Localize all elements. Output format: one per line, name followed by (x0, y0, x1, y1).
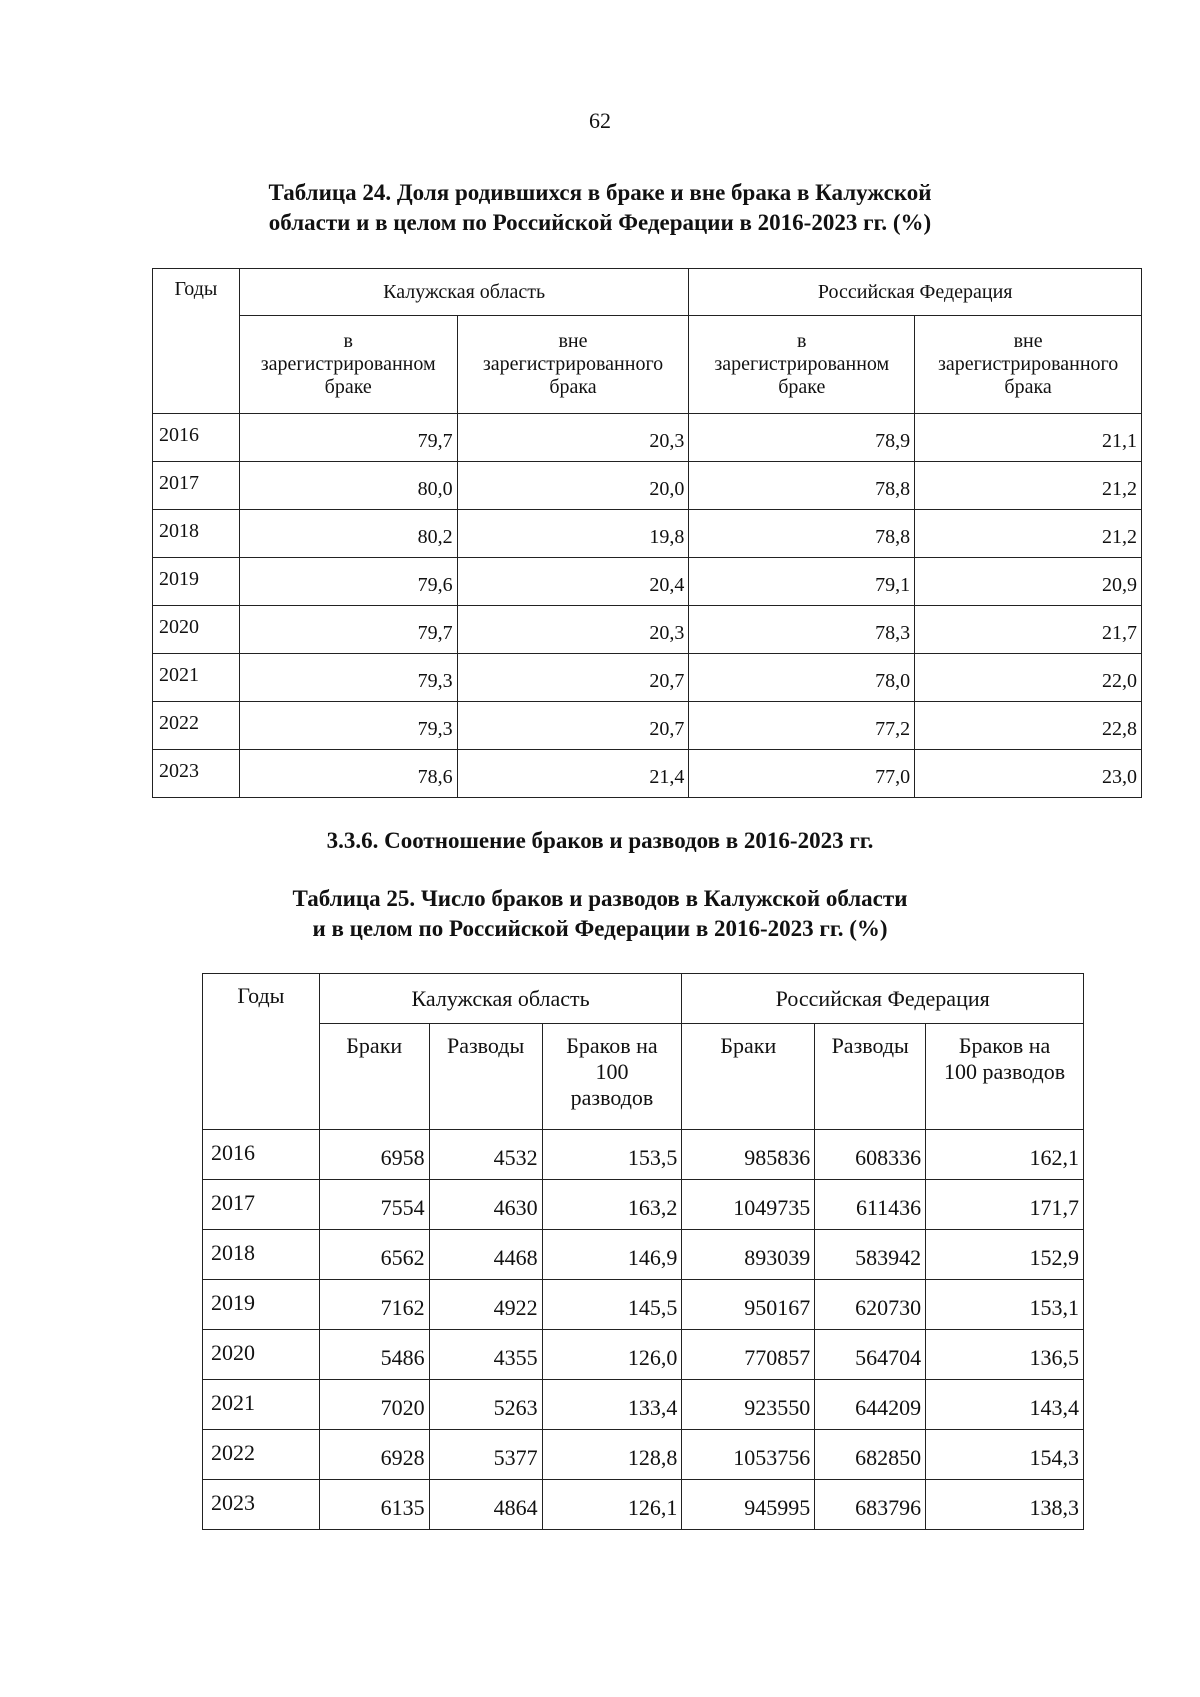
value-cell-k_r: 128,8 (542, 1430, 682, 1480)
value-cell-rf_out: 23,0 (915, 750, 1142, 798)
header-rf-ratio: Браков на 100 разводов (926, 1024, 1084, 1130)
value-cell-rf_r: 171,7 (926, 1180, 1084, 1230)
value-cell-rf_out: 21,7 (915, 606, 1142, 654)
table24-title (0, 178, 1200, 238)
table25-title-line2: и в целом по Российской Федерации в 2016-2023 гг. (%) (312, 916, 888, 941)
value-cell-k_d: 4355 (429, 1330, 542, 1380)
header-rf-in-marriage: в зарегистрированном браке (689, 316, 915, 414)
value-cell-k_out: 20,0 (457, 462, 689, 510)
value-cell-k_d: 5263 (429, 1380, 542, 1430)
header-rf-marriages: Браки (682, 1024, 815, 1130)
value-cell-rf_m: 1049735 (682, 1180, 815, 1230)
value-cell-rf_in: 78,8 (689, 510, 915, 558)
page-number: 62 (589, 108, 611, 133)
value-cell-rf_out: 21,2 (915, 510, 1142, 558)
table-row (203, 1180, 1084, 1230)
value-cell-rf_r: 153,1 (926, 1280, 1084, 1330)
table-row (203, 1480, 1084, 1530)
value-cell-rf_out: 22,8 (915, 702, 1142, 750)
value-cell-k_m: 7020 (319, 1380, 429, 1430)
value-cell-k_in: 79,7 (239, 606, 457, 654)
row-year-cell: 2019 (203, 1280, 320, 1330)
header-kaluga-divorces: Разводы (429, 1024, 542, 1130)
row-year-cell: 2016 (153, 414, 240, 462)
table25-title (0, 884, 1200, 944)
value-cell-rf_in: 77,0 (689, 750, 915, 798)
value-cell-k_r: 133,4 (542, 1380, 682, 1430)
row-year-cell: 2020 (153, 606, 240, 654)
value-cell-rf_in: 78,0 (689, 654, 915, 702)
row-year-cell: 2021 (203, 1380, 320, 1430)
value-cell-k_r: 145,5 (542, 1280, 682, 1330)
table-row (153, 510, 1142, 558)
value-cell-k_out: 20,7 (457, 654, 689, 702)
table-row (153, 750, 1142, 798)
value-cell-k_r: 163,2 (542, 1180, 682, 1230)
value-cell-k_m: 6135 (319, 1480, 429, 1530)
value-cell-k_d: 4922 (429, 1280, 542, 1330)
table-row (153, 606, 1142, 654)
value-cell-k_out: 20,7 (457, 702, 689, 750)
header-kaluga-marriages: Браки (319, 1024, 429, 1130)
header-kaluga-out-marriage: вне зарегистрированного брака (457, 316, 689, 414)
value-cell-rf_d: 644209 (815, 1380, 926, 1430)
value-cell-k_out: 19,8 (457, 510, 689, 558)
value-cell-rf_d: 611436 (815, 1180, 926, 1230)
value-cell-k_out: 21,4 (457, 750, 689, 798)
row-year-cell: 2017 (203, 1180, 320, 1230)
table-row (203, 1230, 1084, 1280)
value-cell-rf_r: 136,5 (926, 1330, 1084, 1380)
table-row (203, 1280, 1084, 1330)
value-cell-rf_out: 21,2 (915, 462, 1142, 510)
value-cell-rf_r: 138,3 (926, 1480, 1084, 1530)
header-kaluga-ratio: Браков на 100 разводов (542, 1024, 682, 1130)
row-year-cell: 2016 (203, 1130, 320, 1180)
row-year-cell: 2022 (153, 702, 240, 750)
value-cell-k_r: 153,5 (542, 1130, 682, 1180)
table-row (203, 1380, 1084, 1430)
value-cell-k_out: 20,4 (457, 558, 689, 606)
value-cell-k_r: 126,1 (542, 1480, 682, 1530)
row-year-cell: 2023 (153, 750, 240, 798)
value-cell-k_d: 4532 (429, 1130, 542, 1180)
header-group-rf: Российская Федерация (682, 974, 1084, 1024)
value-cell-k_in: 79,7 (239, 414, 457, 462)
header-years: Годы (203, 974, 320, 1130)
header-kaluga-in-marriage: в зарегистрированном браке (239, 316, 457, 414)
value-cell-k_in: 80,2 (239, 510, 457, 558)
header-rf-out-marriage: вне зарегистрированного брака (915, 316, 1142, 414)
value-cell-rf_in: 78,8 (689, 462, 915, 510)
table25 (202, 973, 1084, 1530)
value-cell-k_d: 4864 (429, 1480, 542, 1530)
table24-title-line2: области и в целом по Российской Федерации в 2016-2023 гг. (%) (268, 210, 932, 235)
value-cell-k_r: 126,0 (542, 1330, 682, 1380)
value-cell-k_m: 6562 (319, 1230, 429, 1280)
table24-title-line1: Таблица 24. Доля родившихся в браке и вне брака в Калужской (268, 180, 932, 205)
value-cell-rf_r: 162,1 (926, 1130, 1084, 1180)
value-cell-k_out: 20,3 (457, 606, 689, 654)
row-year-cell: 2017 (153, 462, 240, 510)
table-row (203, 1430, 1084, 1480)
value-cell-rf_d: 620730 (815, 1280, 926, 1330)
value-cell-rf_m: 770857 (682, 1330, 815, 1380)
value-cell-k_in: 79,3 (239, 654, 457, 702)
header-group-rf: Российская Федерация (689, 269, 1142, 316)
value-cell-rf_r: 152,9 (926, 1230, 1084, 1280)
value-cell-rf_out: 21,1 (915, 414, 1142, 462)
table-row (153, 702, 1142, 750)
row-year-cell: 2020 (203, 1330, 320, 1380)
value-cell-k_m: 5486 (319, 1330, 429, 1380)
value-cell-rf_m: 985836 (682, 1130, 815, 1180)
table-row (153, 558, 1142, 606)
value-cell-rf_in: 78,3 (689, 606, 915, 654)
value-cell-rf_in: 78,9 (689, 414, 915, 462)
row-year-cell: 2019 (153, 558, 240, 606)
value-cell-rf_in: 77,2 (689, 702, 915, 750)
value-cell-k_r: 146,9 (542, 1230, 682, 1280)
header-group-kaluga: Калужская область (319, 974, 682, 1024)
value-cell-rf_m: 923550 (682, 1380, 815, 1430)
value-cell-k_d: 4630 (429, 1180, 542, 1230)
table25-title-line1: Таблица 25. Число браков и разводов в Калужской области (292, 886, 908, 911)
row-year-cell: 2023 (203, 1480, 320, 1530)
value-cell-rf_out: 20,9 (915, 558, 1142, 606)
value-cell-rf_d: 682850 (815, 1430, 926, 1480)
row-year-cell: 2021 (153, 654, 240, 702)
value-cell-rf_d: 683796 (815, 1480, 926, 1530)
value-cell-rf_in: 79,1 (689, 558, 915, 606)
value-cell-k_in: 78,6 (239, 750, 457, 798)
value-cell-rf_d: 583942 (815, 1230, 926, 1280)
value-cell-k_in: 79,6 (239, 558, 457, 606)
header-group-kaluga: Калужская область (239, 269, 689, 316)
value-cell-rf_d: 564704 (815, 1330, 926, 1380)
value-cell-k_in: 79,3 (239, 702, 457, 750)
row-year-cell: 2018 (203, 1230, 320, 1280)
value-cell-rf_m: 1053756 (682, 1430, 815, 1480)
value-cell-k_m: 7162 (319, 1280, 429, 1330)
table24 (152, 268, 1142, 798)
table-row (153, 654, 1142, 702)
value-cell-k_m: 7554 (319, 1180, 429, 1230)
value-cell-rf_r: 143,4 (926, 1380, 1084, 1430)
section-title: 3.3.6. Соотношение браков и разводов в 2016-2023 гг. (326, 828, 874, 853)
row-year-cell: 2022 (203, 1430, 320, 1480)
row-year-cell: 2018 (153, 510, 240, 558)
value-cell-rf_m: 945995 (682, 1480, 815, 1530)
value-cell-k_d: 5377 (429, 1430, 542, 1480)
value-cell-rf_m: 950167 (682, 1280, 815, 1330)
value-cell-rf_r: 154,3 (926, 1430, 1084, 1480)
table-row (203, 1330, 1084, 1380)
value-cell-k_out: 20,3 (457, 414, 689, 462)
value-cell-rf_m: 893039 (682, 1230, 815, 1280)
value-cell-k_m: 6928 (319, 1430, 429, 1480)
table-row (153, 414, 1142, 462)
header-years: Годы (153, 269, 240, 414)
value-cell-k_d: 4468 (429, 1230, 542, 1280)
table-row (153, 462, 1142, 510)
value-cell-rf_d: 608336 (815, 1130, 926, 1180)
value-cell-k_m: 6958 (319, 1130, 429, 1180)
value-cell-k_in: 80,0 (239, 462, 457, 510)
header-rf-divorces: Разводы (815, 1024, 926, 1130)
table-row (203, 1130, 1084, 1180)
value-cell-rf_out: 22,0 (915, 654, 1142, 702)
